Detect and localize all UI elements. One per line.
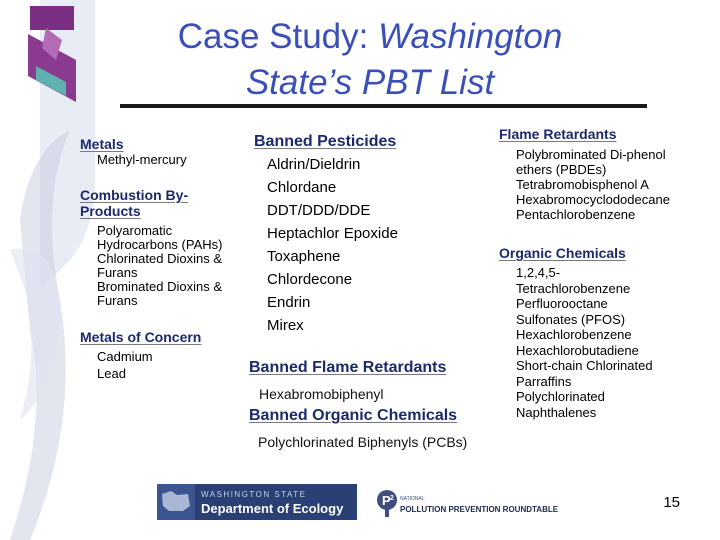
svg-text:2: 2 [390, 495, 394, 502]
text-hexabromobiphenyl: Hexabromobiphenyl [259, 386, 384, 402]
list-item: Brominated Dioxins & [97, 279, 222, 294]
list-banned-pesticides [267, 153, 398, 337]
list-item: Tetrachlorobenzene [516, 280, 631, 296]
heading-banned-organic-chemicals: Banned Organic Chemicals [249, 407, 458, 424]
heading-banned-flame-retardants: Banned Flame Retardants [249, 359, 447, 376]
list-item: Parraffins [516, 373, 572, 389]
list-flame-retardants [516, 147, 670, 222]
heading-banned-pesticides: Banned Pesticides [254, 133, 397, 150]
list-item: 1,2,4,5- [516, 265, 561, 280]
page-title [120, 14, 620, 106]
list-item: Tetrabromobisphenol A [516, 177, 649, 192]
p2-national-text: NATIONAL [400, 496, 425, 502]
list-item: Heptachlor Epoxide [267, 225, 398, 242]
page-number: 15 [663, 494, 680, 511]
list-item: Mirex [267, 317, 304, 334]
list-item: Furans [97, 293, 138, 308]
list-item: Furans [97, 265, 138, 280]
list-item: Hexachlorobenzene [516, 327, 632, 342]
heading-line: Products [80, 203, 141, 219]
title-line-2: State’s PBT List [245, 63, 495, 102]
svg-text:P: P [382, 493, 391, 508]
heading-combustion [80, 187, 188, 219]
list-metals-of-concern [97, 348, 153, 382]
list-item: Lead [97, 366, 126, 381]
list-item: Polybrominated Di-phenol [516, 147, 666, 162]
list-item: Naphthalenes [516, 404, 597, 420]
list-item: Endrin [267, 294, 311, 311]
list-item: Chlorinated Dioxins & [97, 251, 223, 266]
list-item: Hexachlorobutadiene [516, 342, 639, 358]
p2-logo [376, 488, 576, 518]
list-item: Sulfonates (PFOS) [516, 311, 626, 327]
list-metals [97, 153, 187, 167]
list-item: Chlordane [267, 179, 337, 196]
list-item: Methyl-mercury [97, 152, 187, 167]
list-item: Perfluorooctane [516, 296, 608, 311]
heading-flame-retardants: Flame Retardants [499, 126, 617, 142]
p2-logo-icon [377, 490, 397, 517]
list-item: DDT/DDD/DDE [267, 202, 371, 219]
p2-name-text: POLLUTION PREVENTION ROUNDTABLE [400, 505, 559, 514]
list-item: Polyaromatic [97, 223, 173, 238]
title-line-1 [120, 14, 620, 60]
list-item: Pentachlorobenzene [516, 207, 636, 222]
title-italic: Washington [378, 17, 563, 56]
heading-organic-chemicals: Organic Chemicals [499, 245, 626, 261]
list-item: Short-chain Chlorinated [516, 358, 653, 373]
ecology-bottom-text: Department of Ecology [201, 501, 344, 516]
ecology-top-text: WASHINGTON STATE [201, 490, 307, 499]
list-item: Hydrocarbons (PAHs) [97, 237, 223, 252]
list-item: Aldrin/Dieldrin [267, 156, 361, 173]
list-item: Polychlorinated [516, 389, 605, 404]
list-item: Hexabromocyclododecane [516, 192, 670, 207]
ecology-logo [157, 484, 357, 520]
heading-metals: Metals [80, 136, 124, 152]
title-underline [120, 104, 647, 108]
heading-metals-of-concern: Metals of Concern [80, 329, 202, 345]
heading-line: Combustion By- [80, 187, 189, 203]
list-combustion [97, 224, 222, 308]
list-organic-chemicals [516, 265, 653, 420]
title-plain: Case Study: [177, 17, 379, 56]
list-item: ethers (PBDEs) [516, 162, 607, 177]
text-pcbs: Polychlorinated Biphenyls (PCBs) [258, 434, 468, 450]
list-item: Cadmium [97, 349, 153, 364]
list-item: Chlordecone [267, 271, 353, 288]
list-item: Toxaphene [267, 248, 341, 265]
